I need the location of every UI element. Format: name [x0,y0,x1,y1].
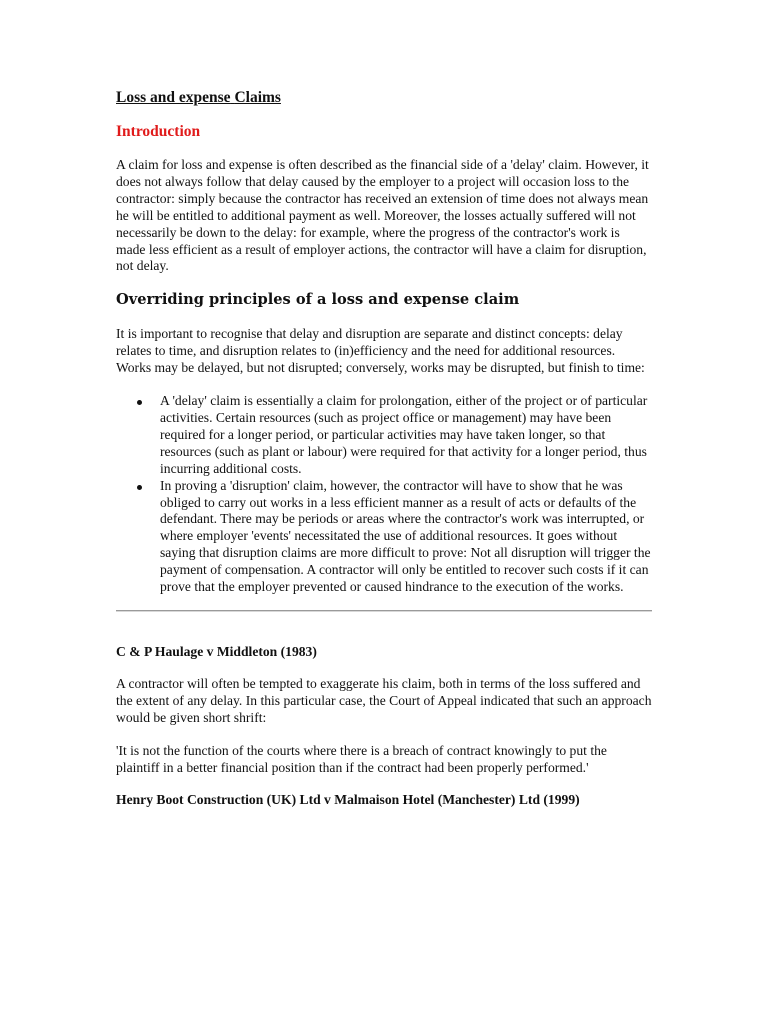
case-quote-haulage: 'It is not the function of the courts where there is a breach of contract knowingly to put the plaintiff in a better financial position than if the contract had been properly performed.' [116,742,607,775]
introduction-heading: Introduction [116,123,201,140]
principles-paragraph: It is important to recognise that delay and disruption are separate and distinct concepts: delay relates to time, and disruption relates to (in)efficiency and the need for additional resources. Works may be delayed, but not disrupted; conversely, works may be disrupted, but finish to time: [116,326,645,376]
bullet-item-delay [116,393,652,478]
principles-heading: Overriding principles of a loss and expense claim [116,291,520,309]
case-heading-haulage: C & P Haulage v Middleton (1983) [116,643,317,659]
document-title [116,88,652,108]
case-heading-henry-boot: Henry Boot Construction (UK) Ltd v Malmaison Hotel (Manchester) Ltd (1999) [116,792,580,808]
bullet-text: A 'delay' claim is essentially a claim for prolongation, either of the project or of particular activities. Certain resources (such as project office or management) may have been required for a longer period, or particular activities may have taken longer, so that resources (such as plant or labour) were required for that activity for a longer period, thus incurring additional costs. [160,393,648,476]
horizontal-divider [116,610,652,612]
document-page [116,88,652,808]
bullet-dot-icon [137,400,142,405]
introduction-paragraph: A claim for loss and expense is often described as the financial side of a 'delay' claim. However, it does not always follow that delay caused by the employer to a project will occasion loss to the contractor: simply because the contractor has received an extension of time does not always mean he will be entitled to additional payment as well. Moreover, the losses actually suffered will not necessarily be down to the delay: for example, where the progress of the contractor's work is made less efficient as a result of employer actions, the contractor will have a claim for disruption, not delay. [116,157,649,274]
document-title-rest: Claims [234,89,281,106]
case-paragraph-haulage: A contractor will often be tempted to exaggerate his claim, both in terms of the loss suffered and the extent of any delay. In this particular case, the Court of Appeal indicated that such an approach would be given short shrift: [116,675,652,725]
principles-bullet-list [116,393,652,596]
bullet-item-disruption [116,478,652,596]
bullet-dot-icon [137,485,142,490]
bullet-text: In proving a 'disruption' claim, however, the contractor will have to show that he was obliged to carry out works in a less efficient manner as a result of acts or defaults of the defendant. There may be periods or areas where the contractor's work was interrupted, or where employer 'events' necessitated the use of additional resources. It goes without saying that disruption claims are more difficult to prove: Not all disruption will trigger the payment of compensation. A contractor will only be entitled to recover such costs if it can prove that the employer prevented or caused hindrance to the execution of the works. [160,477,651,595]
document-title-bold: Loss and expense [116,89,231,106]
